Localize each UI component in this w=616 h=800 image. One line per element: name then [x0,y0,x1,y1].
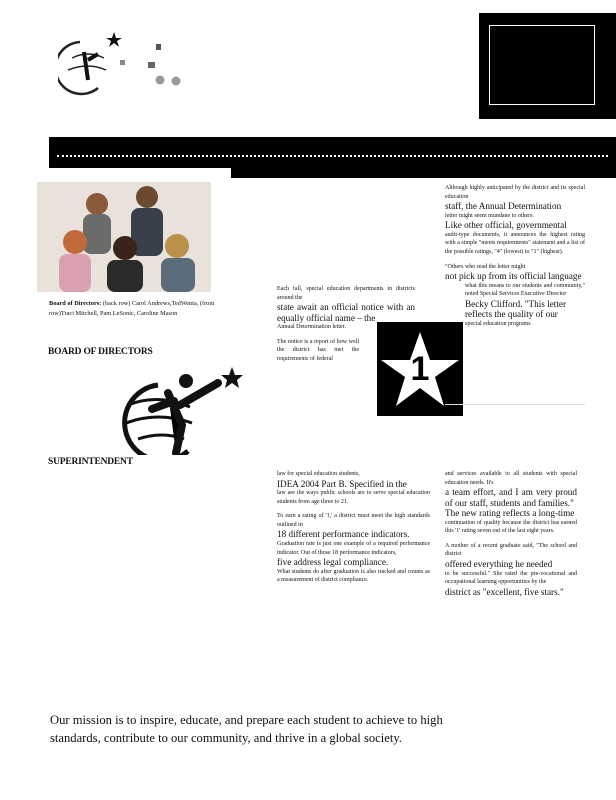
col3-p3: law are the ways public schools are to serve special education students from age three to 21. [277,490,430,505]
col2-p9: Becky Clifford. "This letter [465,298,567,309]
col2-p1: Although highly anticipated by the district and its special education [445,185,585,200]
col2-p3: letter might seem mundane to others. [445,212,534,219]
col4-p3: The new rating reflects a long-time [445,508,575,519]
col1-p2: state await an official notice with an equally official name – the [277,302,415,323]
article-col-4 [445,470,577,597]
district-star-logo-icon [118,365,248,455]
divider [445,404,585,405]
board-caption [49,299,235,318]
col2-p7: not pick up from its official language [445,271,582,282]
col2-p8: what this means to our students and community," noted Special Services Executive Director [465,282,585,298]
col3-p5: 18 different performance indicators. [277,529,410,540]
corner-black-panel [479,13,616,119]
badge-number: 1 [410,350,430,388]
caption-text: (back row) Carol Andrews,TedWenta, (front row)Traci Mitchell, Pam LeSonic, Caroline Mason [49,300,215,317]
col4-p1: and services available to all students with special education needs. It's [445,471,577,486]
district-logo-icon [58,30,188,100]
col4-p8: district as "excellent, five stars." [445,586,564,597]
col2-p10: reflects the quality of our [465,309,558,320]
col2-p6: "Others who read the letter might [445,263,526,270]
col1-p4: The notice is a report of how well the district has met the requirements of federal [277,338,359,362]
col4-p5: A mother of a recent graduate said, "The school and district [445,542,577,558]
col3-p8: What students do after graduation is also tracked and counts as a measurement of district compliance. [277,568,430,584]
col4-p2: a team effort, and I am very proud of our staff, students and families." [445,487,577,508]
col2-p11: special education programs [465,320,531,327]
col2-p2: staff, the Annual Determination [445,201,562,212]
col4-p7: to be successful." She rated the pre-vocational and occupational learning opportunities by the [445,570,577,586]
col3-p1: law for special education students, [277,471,360,477]
caption-label: Board of Directors: [49,300,102,307]
rating-badge [377,322,463,416]
col3-p6: Graduation rate is just one example of a required performance indicator. Out of those 18 performance indicators, [277,540,430,556]
board-photo [37,182,211,292]
article-col-2 [445,184,585,328]
star-icon [377,322,463,416]
col4-p4: continuation of quality because the district has earned this '1' rating seven out of the last eight years. [445,519,577,535]
col3-p2: IDEA 2004 Part B. Specified in the [277,478,407,489]
mission-statement: Our mission is to inspire, educate, and prepare each student to achieve to high standards, contribute to our community, and thrive in a global society. [50,713,443,745]
col3-p7: five address legal compliance. [277,557,389,568]
board-heading: BOARD OF DIRECTORS [48,347,153,357]
col1-p1: Each fall, special education departments in districts around the [277,286,415,301]
col2-p5: audit-type documents, it announces the highest rating with a simple "meets requirements" statement and a list of the possible ratings, "4" (lowest) to "1" (highest). [445,231,585,255]
header-banner-extension [231,166,616,178]
header-banner [49,137,616,168]
col2-p4: Like other official, governmental [445,220,567,231]
article-col-3 [277,470,430,591]
col4-p6: offered everything he needed [445,559,553,570]
col1-p3: Annual Determination letter. [277,324,346,331]
col3-p4: To earn a rating of '1,' a district must meet the high standards outlined in [277,513,430,528]
superintendent-heading: SUPERINTENDENT [48,457,133,467]
